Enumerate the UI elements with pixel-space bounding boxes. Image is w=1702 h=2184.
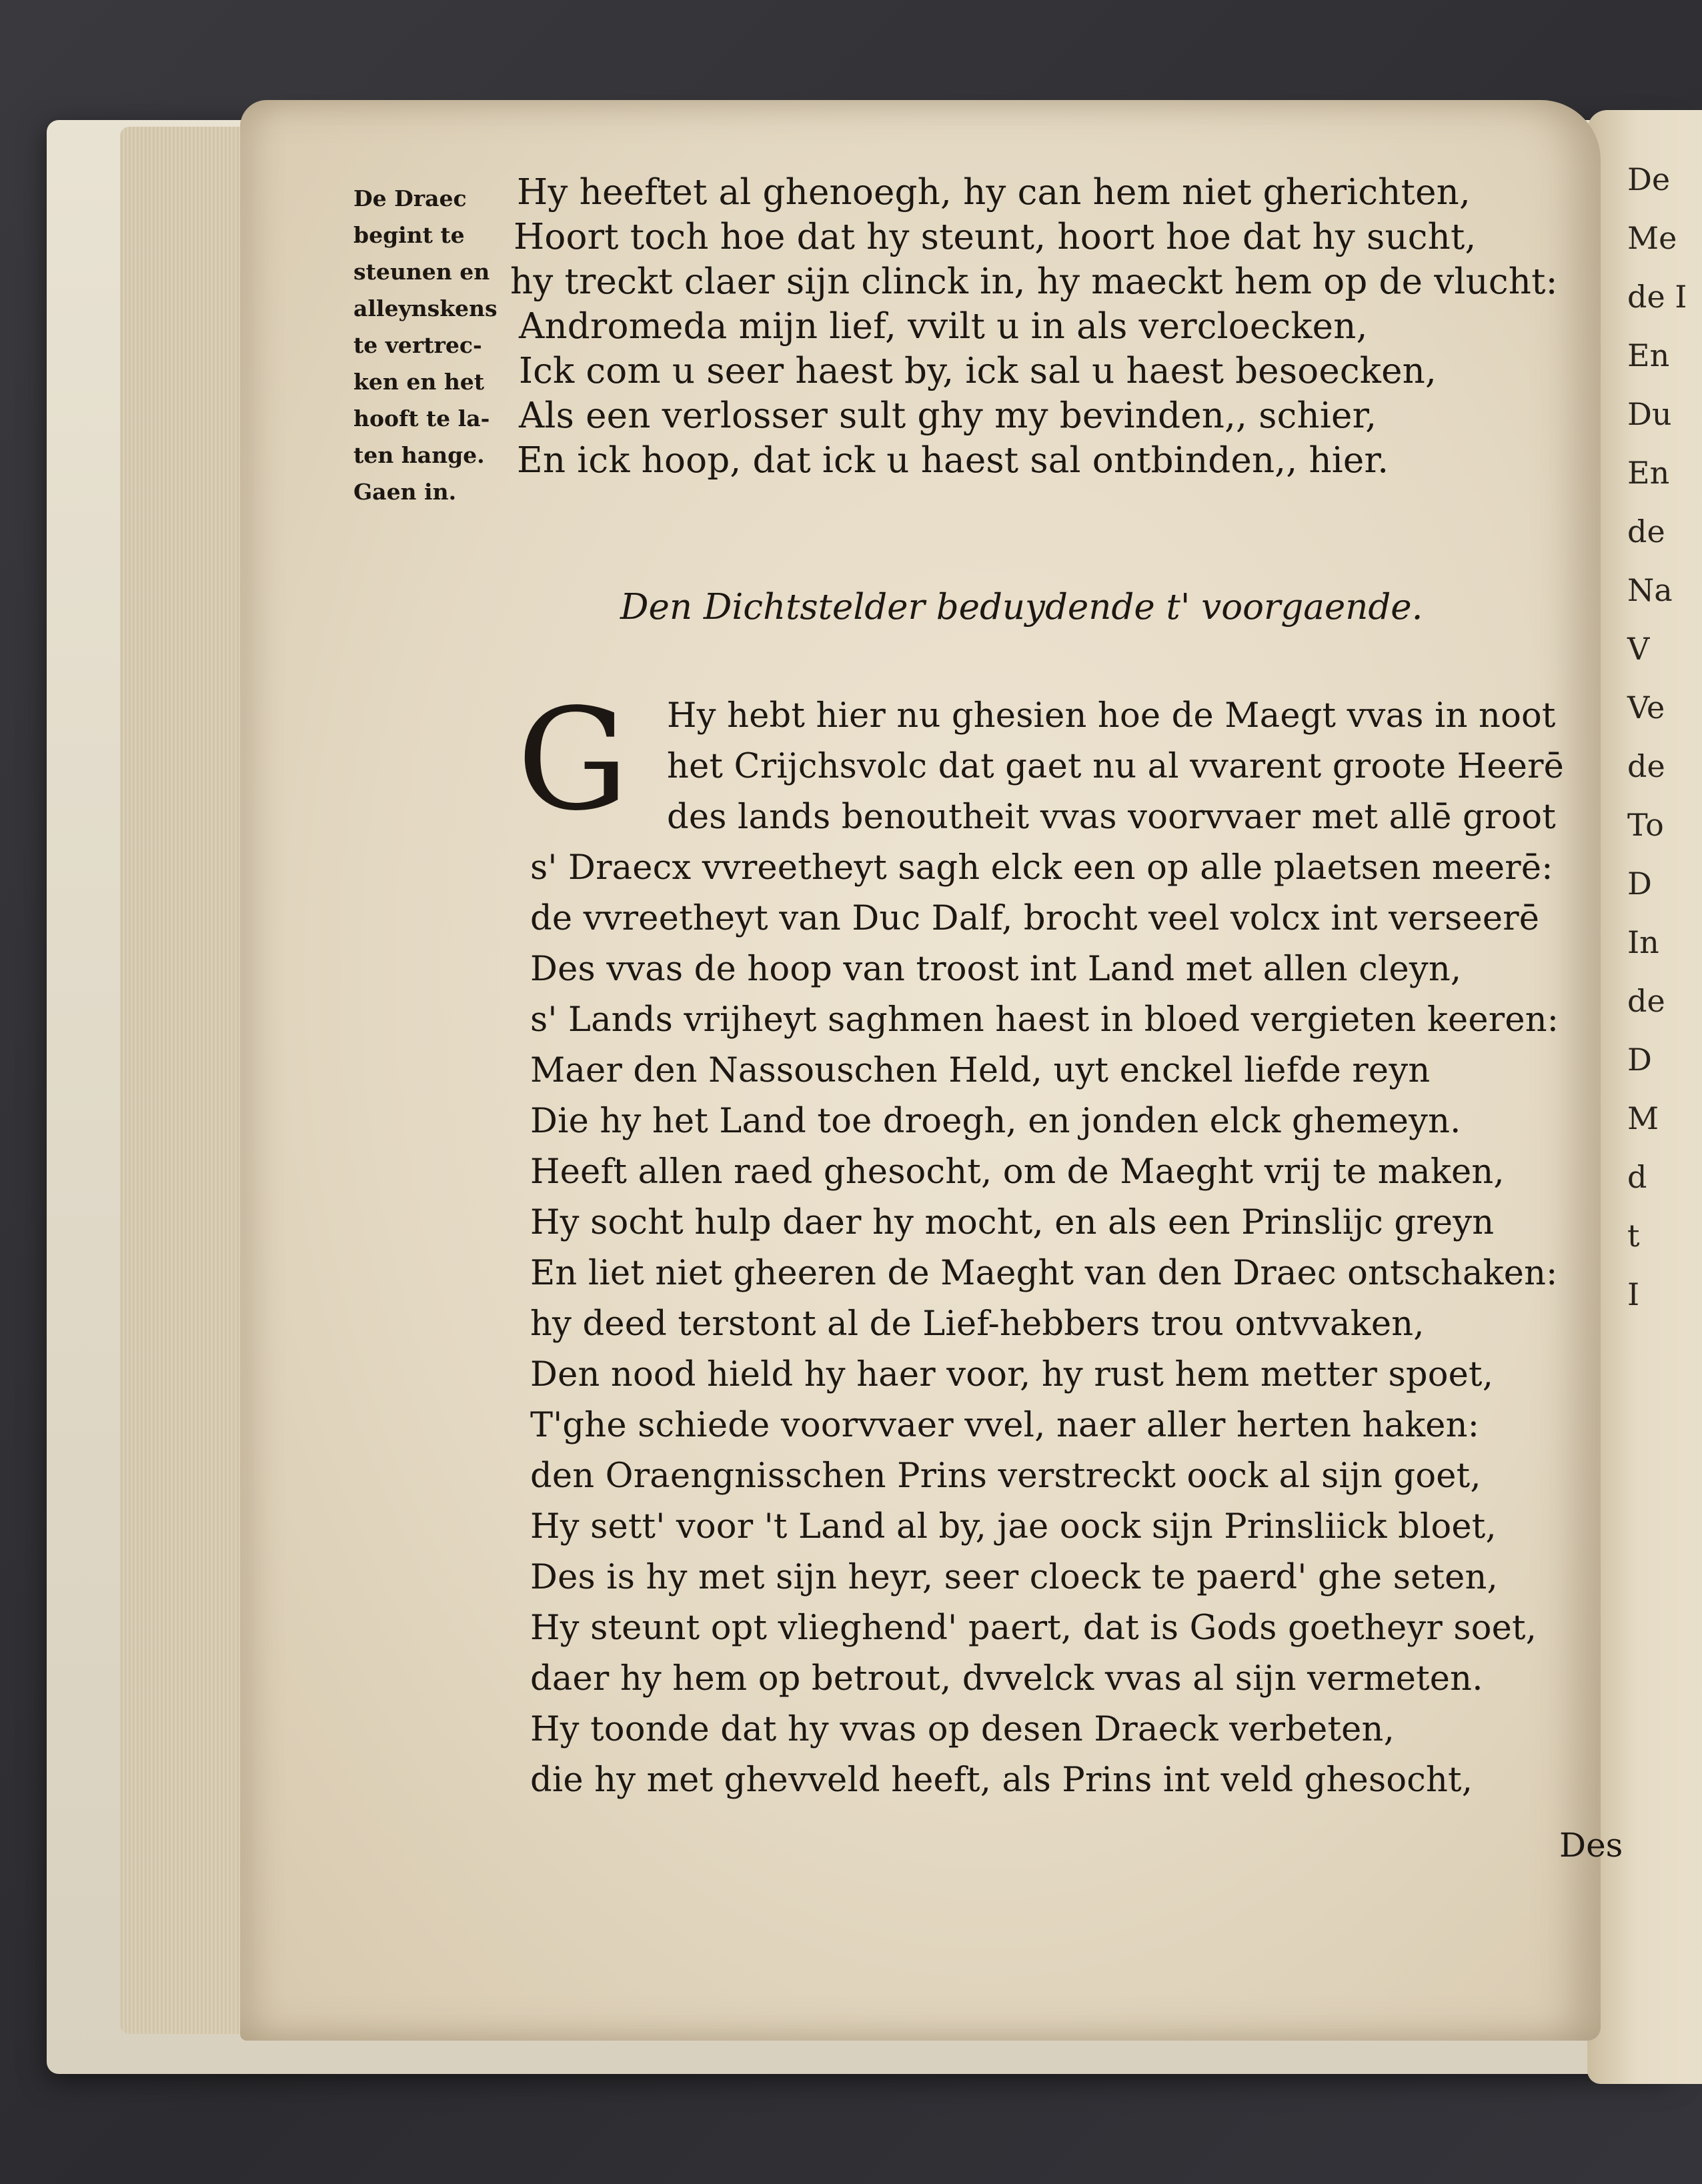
- verse-line: Hy socht hulp daer hy mocht, en als een Prinslijc greyn: [530, 1203, 1495, 1242]
- right-page-fragment: D: [1627, 1042, 1652, 1078]
- verse-line: het Crijchsvolc dat gaet nu al vvarent groote Heerē: [667, 747, 1565, 786]
- right-page-fragment: t: [1627, 1218, 1640, 1254]
- verse-line: En liet niet gheeren de Maeght van den Draec ontschaken:: [530, 1254, 1558, 1293]
- section-heading: Den Dichtstelder beduydende t' voorgaende.: [620, 587, 1423, 628]
- gloss-line: begint te: [353, 222, 465, 248]
- right-page-fragment: V: [1627, 631, 1650, 667]
- verse-line: Hy hebt hier nu ghesien hoe de Maegt vvas in noot: [667, 696, 1556, 736]
- verse-line: Hoort toch hoe dat hy steunt, hoort hoe dat hy sucht,: [514, 217, 1477, 257]
- verse-line: Den nood hield hy haer voor, hy rust hem metter spoet,: [530, 1355, 1494, 1394]
- verse-line: Als een verlosser sult ghy my bevinden,, schier,: [519, 395, 1377, 436]
- verse-line: s' Draecx vvreetheyt sagh elck een op alle plaetsen meerē:: [530, 848, 1553, 888]
- verse-line: daer hy hem op betrout, dvvelck vvas al sijn vermeten.: [530, 1659, 1483, 1699]
- right-page-fragment: In: [1627, 924, 1659, 960]
- gloss-line: De Draec: [353, 185, 467, 211]
- right-page-fragment: En: [1627, 337, 1670, 373]
- gloss-line: te vertrec-: [353, 332, 482, 358]
- verse-line: hy treckt claer sijn clinck in, hy maeckt hem op de vlucht:: [510, 261, 1558, 302]
- right-page-fragment: de: [1627, 748, 1665, 784]
- verse-line: de vvreetheyt van Duc Dalf, brocht veel volcx int verseerē: [530, 899, 1540, 938]
- right-page-fragment: Ve: [1627, 690, 1665, 726]
- verse-line: Hy heeftet al ghenoegh, hy can hem niet gherichten,: [517, 172, 1471, 213]
- verse-line: Des vvas de hoop van troost int Land met allen cleyn,: [530, 950, 1462, 989]
- catchword: Des: [1559, 1826, 1623, 1865]
- margin-gloss: [353, 180, 514, 510]
- drop-cap: G: [517, 678, 629, 842]
- verse-line: T'ghe schiede voorvvaer vvel, naer aller herten haken:: [530, 1406, 1480, 1445]
- verse-line: hy deed terstont al de Lief-hebbers trou ontvvaken,: [530, 1304, 1425, 1344]
- right-page-fragment: de: [1627, 983, 1665, 1019]
- right-page-fragment: M: [1627, 1100, 1659, 1136]
- right-page-fragment: De: [1627, 161, 1671, 197]
- verse-line: En ick hoop, dat ick u haest sal ontbinden,, hier.: [517, 440, 1389, 481]
- verse-line: Hy sett' voor 't Land al by, jae oock sijn Prinsliick bloet,: [530, 1507, 1497, 1546]
- right-page-fragment: En: [1627, 455, 1670, 491]
- verse-line: Maer den Nassouschen Held, uyt enckel liefde reyn: [530, 1051, 1431, 1090]
- gloss-line: ten hange.: [353, 442, 485, 468]
- right-page-fragment: I: [1627, 1276, 1640, 1312]
- page-edges: [120, 127, 260, 2034]
- verse-line: Andromeda mijn lief, vvilt u in als vercloecken,: [519, 306, 1368, 347]
- right-page-fragment: de: [1627, 513, 1665, 550]
- right-page-text: [1627, 150, 1687, 1324]
- gloss-line: Gaen in.: [353, 479, 457, 505]
- right-page: [1587, 110, 1702, 2084]
- right-page-fragment: Me: [1627, 220, 1677, 256]
- gloss-line: steunen en: [353, 259, 490, 285]
- verse-line: Ick com u seer haest by, ick sal u haest besoecken,: [519, 351, 1437, 391]
- verse-line: des lands benoutheit vvas voorvvaer met allē groot: [667, 798, 1556, 837]
- gloss-line: hooft te la-: [353, 405, 490, 431]
- right-page-fragment: de I: [1627, 279, 1687, 315]
- verse-line: Hy steunt opt vlieghend' paert, dat is Gods goetheyr soet,: [530, 1608, 1537, 1648]
- verse-line: Die hy het Land toe droegh, en jonden elck ghemeyn.: [530, 1102, 1461, 1141]
- right-page-fragment: d: [1627, 1159, 1647, 1195]
- right-page-fragment: To: [1627, 807, 1664, 843]
- verse-line: die hy met ghevveld heeft, als Prins int veld ghesocht,: [530, 1761, 1473, 1800]
- verse-line: Hy toonde dat hy vvas op desen Draeck verbeten,: [530, 1710, 1395, 1749]
- verse-line: den Oraengnisschen Prins verstreckt oock al sijn goet,: [530, 1456, 1481, 1496]
- verse-line: Heeft allen raed ghesocht, om de Maeght vrij te maken,: [530, 1152, 1505, 1192]
- verse-line: s' Lands vrijheyt saghmen haest in bloed vergieten keeren:: [530, 1000, 1559, 1040]
- right-page-fragment: D: [1627, 866, 1652, 902]
- gloss-line: alleynskens: [353, 295, 498, 321]
- gloss-line: ken en het: [353, 369, 485, 395]
- right-page-fragment: Du: [1627, 396, 1672, 432]
- right-page-fragment: Na: [1627, 572, 1673, 608]
- verse-line: Des is hy met sijn heyr, seer cloeck te paerd' ghe seten,: [530, 1558, 1498, 1597]
